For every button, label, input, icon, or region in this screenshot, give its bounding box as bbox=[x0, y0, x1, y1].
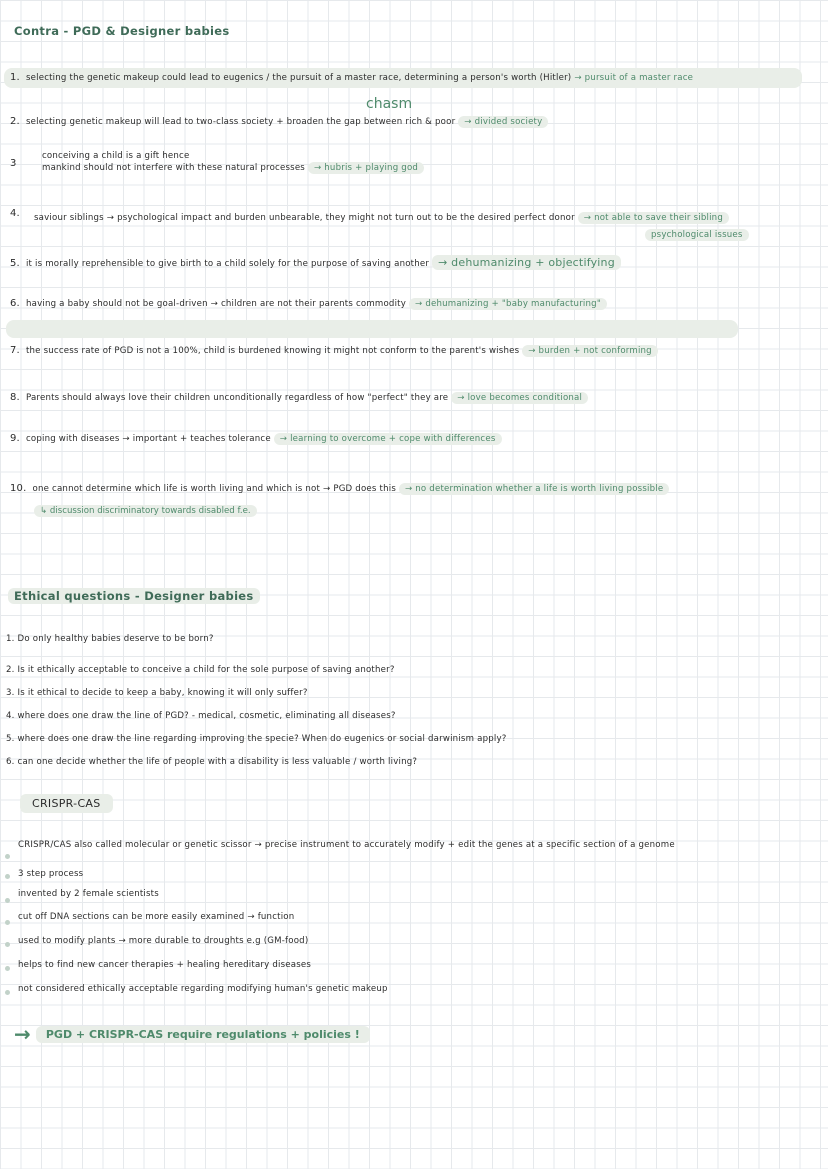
list-item: 6. having a baby should not be goal-driven → children are not their parents commodity → dehumanizing + "baby manufacturing" bbox=[10, 298, 607, 309]
bullet-item: helps to find new cancer therapies + healing hereditary diseases bbox=[18, 960, 312, 970]
list-item-number: 3 bbox=[10, 158, 17, 169]
list-item: 5. it is morally reprehensible to give birth to a child solely for the purpose of saving another → dehumanizing + objectifying bbox=[10, 256, 621, 269]
list-item: 2. selecting genetic makeup will lead to two-class society + broaden the gap between rich & poor → divided society bbox=[10, 116, 548, 127]
bullet-item: CRISPR/CAS also called molecular or genetic scissor → precise instrument to accurately modify + edit the genes at a specific section of a genome bbox=[18, 840, 675, 850]
bullet-dot bbox=[5, 942, 10, 947]
question-item: 3. Is it ethical to decide to keep a baby, knowing it will only suffer? bbox=[6, 688, 308, 698]
list-item: saviour siblings → psychological impact and burden unbearable, they might not turn out to be the desired perfect donor → not able to save their sibling bbox=[34, 213, 729, 223]
list-item: 7. the success rate of PGD is not a 100%, child is burdened knowing it might not conform to the parent's wishes → burden + not conforming bbox=[10, 345, 658, 356]
conclusion-text: PGD + CRISPR-CAS require regulations + policies ! bbox=[36, 1026, 370, 1043]
question-item: 2. Is it ethically acceptable to conceive a child for the sole purpose of saving another? bbox=[6, 665, 395, 675]
question-item: 5. where does one draw the line regarding improving the specie? When do eugenics or social darwinism apply? bbox=[6, 734, 507, 744]
bullet-dot bbox=[5, 990, 10, 995]
contra-heading: Contra - PGD & Designer babies bbox=[14, 24, 230, 38]
list-item-number: 4. bbox=[10, 208, 20, 219]
ethical-heading: Ethical questions - Designer babies bbox=[8, 588, 260, 604]
highlight-band bbox=[6, 320, 738, 338]
bullet-item: 3 step process bbox=[18, 869, 84, 879]
bullet-item: cut off DNA sections can be more easily examined → function bbox=[18, 912, 295, 922]
list-item: 8. Parents should always love their children unconditionally regardless of how "perfect" they are → love becomes conditional bbox=[10, 392, 588, 403]
list-item: 1. selecting the genetic makeup could lead to eugenics / the pursuit of a master race, determining a person's worth (Hitler) → pursuit of a master race bbox=[10, 72, 694, 83]
question-item: 4. where does one draw the line of PGD? - medical, cosmetic, eliminating all diseases? bbox=[6, 711, 396, 721]
bullet-dot bbox=[5, 966, 10, 971]
crispr-heading: CRISPR-CAS bbox=[20, 794, 113, 813]
conclusion bbox=[14, 1022, 370, 1046]
question-item: 6. can one decide whether the life of people with a disability is less valuable / worth living? bbox=[6, 757, 418, 767]
question-item: 1. Do only healthy babies deserve to be born? bbox=[6, 634, 214, 644]
note-chasm: chasm bbox=[366, 96, 413, 112]
list-item: conceiving a child is a gift hence bbox=[42, 151, 190, 161]
bullet-item: used to modify plants → more durable to droughts e.g (GM-food) bbox=[18, 936, 309, 946]
bullet-dot bbox=[5, 898, 10, 903]
bullet-dot bbox=[5, 854, 10, 859]
list-item: mankind should not interfere with these natural processes → hubris + playing god bbox=[42, 163, 424, 173]
list-item: 10. one cannot determine which life is worth living and which is not → PGD does this → no determination whether a life is worth living possible bbox=[10, 483, 669, 494]
bullet-item: not considered ethically acceptable regarding modifying human's genetic makeup bbox=[18, 984, 388, 994]
bullet-dot bbox=[5, 874, 10, 879]
arrow-icon: → bbox=[14, 1022, 31, 1046]
list-item-sub: ↳ discussion discriminatory towards disabled f.e. bbox=[34, 505, 257, 517]
bullet-dot bbox=[5, 920, 10, 925]
list-item-tag: psychological issues bbox=[645, 229, 749, 241]
list-item: 9. coping with diseases → important + teaches tolerance → learning to overcome + cope with differences bbox=[10, 433, 502, 444]
bullet-item: invented by 2 female scientists bbox=[18, 889, 159, 899]
